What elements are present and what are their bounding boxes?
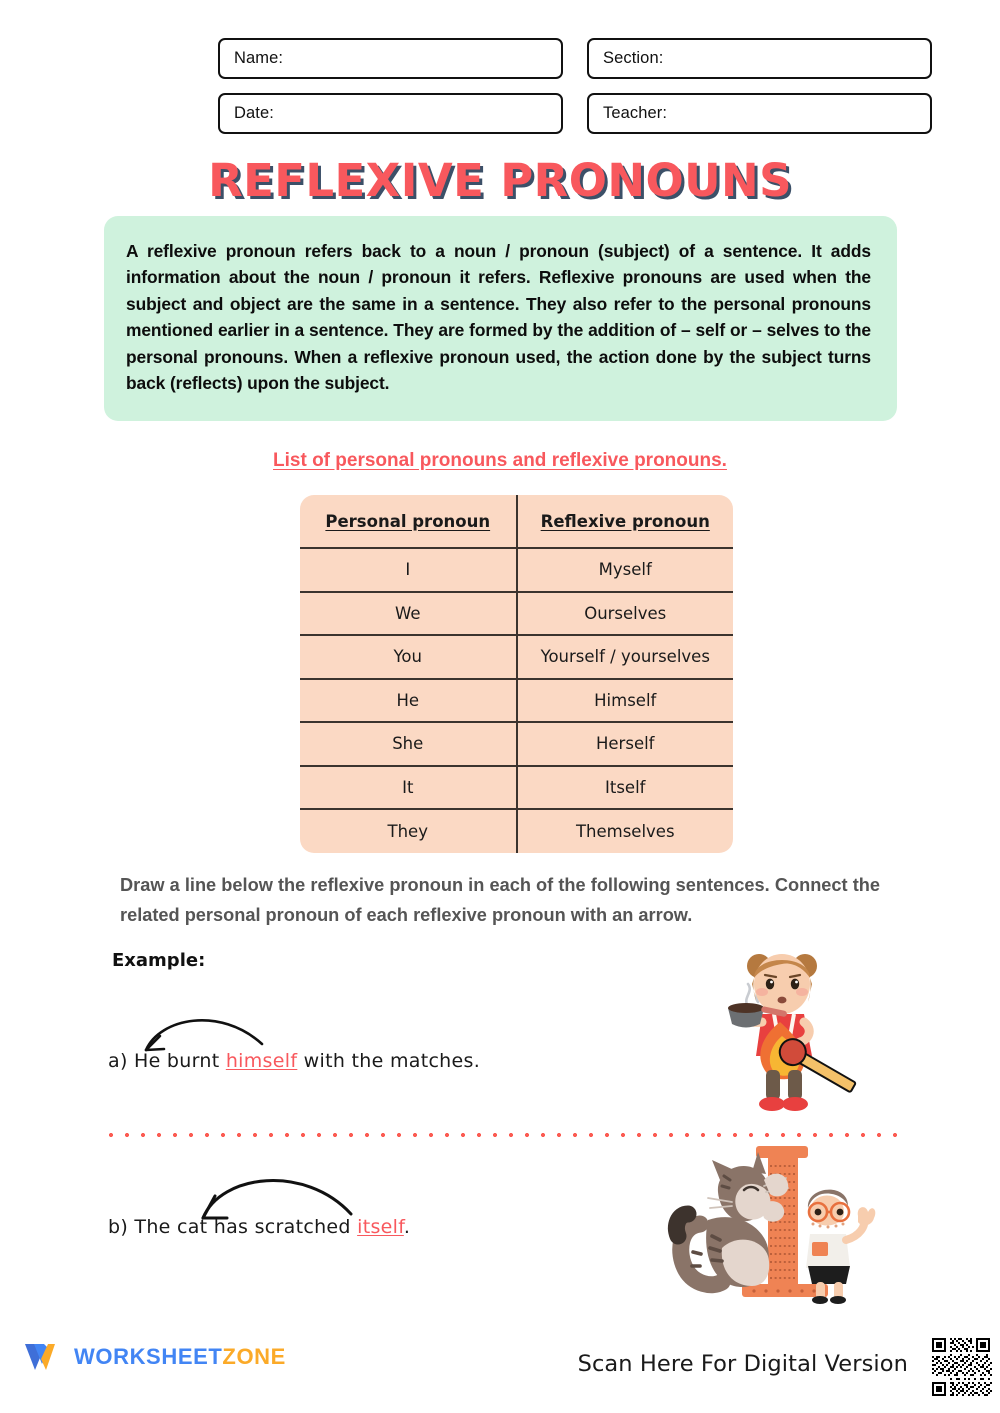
name-field-label: Name: — [234, 49, 284, 67]
table-header-row — [300, 495, 733, 548]
definition-text: A reflexive pronoun refers back to a noun / pronoun (subject) of a sentence. It adds information about the noun / pronoun it refers. Reflexive pronouns are used when the subject and object are the same in a sentence. They also refer to the personal pronouns mentioned earlier in a sentence. They are formed by the addition of – self or – selves to the personal pronouns. When a reflexive pronoun used, the action done by the subject turns back (reflects) upon the subject. — [126, 241, 871, 394]
logo-worksheet-text: WORKSHEET — [74, 1344, 223, 1369]
cell-personal: She — [300, 722, 517, 766]
cell-reflexive: Ourselves — [517, 592, 734, 636]
section-field-label: Section: — [603, 49, 664, 67]
section-field[interactable] — [587, 38, 932, 79]
cell-personal: They — [300, 809, 517, 853]
table-row — [300, 766, 733, 810]
page-title: REFLEXIVE PRONOUNS — [208, 154, 792, 207]
question-b-marker: b) — [108, 1216, 129, 1238]
cell-reflexive: Yourself / yourselves — [517, 635, 734, 679]
question-b-before: The cat has scratched — [128, 1216, 358, 1238]
cell-reflexive: Myself — [517, 548, 734, 592]
section-divider — [103, 1132, 897, 1138]
cell-personal: I — [300, 548, 517, 592]
logo-w-icon — [22, 1340, 64, 1374]
table-row — [300, 809, 733, 853]
cell-personal: He — [300, 679, 517, 723]
question-a — [108, 1050, 480, 1072]
name-field[interactable] — [218, 38, 563, 79]
cell-personal: It — [300, 766, 517, 810]
cell-personal: We — [300, 592, 517, 636]
question-a-reflexive: himself — [225, 1050, 298, 1072]
section-subheading: List of personal pronouns and reflexive pronouns. — [273, 450, 727, 471]
question-a-after: with the matches. — [297, 1050, 481, 1072]
question-a-marker: a) — [108, 1050, 128, 1072]
cell-personal: You — [300, 635, 517, 679]
cell-reflexive: Itself — [517, 766, 734, 810]
cell-reflexive: Themselves — [575, 821, 675, 841]
logo-text — [74, 1344, 286, 1370]
pronoun-table — [300, 495, 733, 853]
question-b-reflexive: itself — [357, 1216, 404, 1238]
qr-code-icon — [928, 1334, 994, 1400]
scan-instruction-text: Scan Here For Digital Version — [577, 1351, 908, 1377]
example-label: Example: — [112, 950, 206, 971]
definition-box — [104, 216, 897, 421]
table-row — [300, 679, 733, 723]
header-fields — [218, 38, 932, 134]
table-header-reflexive: Reflexive pronoun — [517, 495, 734, 548]
table-row — [300, 548, 733, 592]
question-b-after: . — [403, 1216, 411, 1238]
logo-zone-text: ZONE — [222, 1344, 286, 1369]
date-field-label: Date: — [234, 104, 274, 122]
question-b — [108, 1216, 410, 1238]
worksheet-zone-logo[interactable] — [22, 1340, 286, 1374]
cell-reflexive: Himself — [517, 679, 734, 723]
question-a-before: He burnt — [127, 1050, 226, 1072]
qr-code[interactable] — [928, 1334, 994, 1400]
cat-scratching-illustration — [660, 1144, 880, 1304]
table-header-personal: Personal pronoun — [300, 495, 517, 548]
girl-burnt-illustration — [722, 944, 862, 1119]
table-row — [300, 592, 733, 636]
cell-reflexive: Herself — [517, 722, 734, 766]
teacher-field[interactable] — [587, 93, 932, 134]
date-field[interactable] — [218, 93, 563, 134]
table-row — [300, 635, 733, 679]
exercise-instruction: Draw a line below the reflexive pronoun in each of the following sentences. Connect the related personal pronoun of each reflexive pronoun with an arrow. — [120, 875, 880, 926]
teacher-field-label: Teacher: — [603, 104, 668, 122]
table-row — [300, 722, 733, 766]
